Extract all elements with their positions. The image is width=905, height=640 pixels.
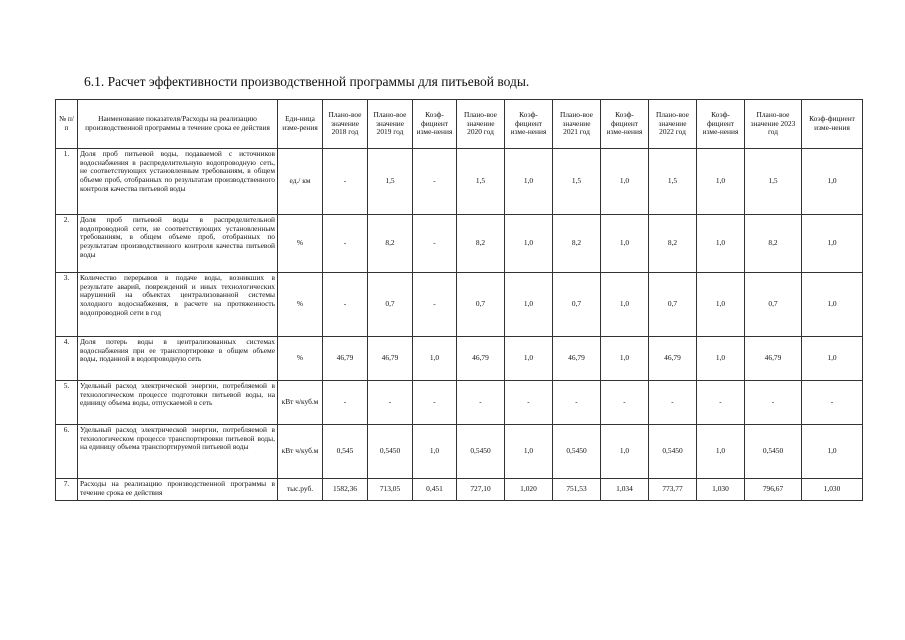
value-cell: 727,10 <box>457 479 505 501</box>
table-header-row <box>56 100 863 149</box>
header-cell: Плано-вое значение 2023 год <box>745 100 802 149</box>
value-cell: 1,0 <box>601 273 649 337</box>
indicator-name: Доля проб питьевой воды в распределительной водопроводной сети, не соответствующих установленным требованиям, в общем объеме проб, отобранных по результатам производственного контроля качества питьевой воды <box>78 215 278 273</box>
table-row <box>56 149 863 215</box>
value-cell: 1,0 <box>601 425 649 479</box>
value-cell: - <box>505 381 553 425</box>
value-cell: 1,020 <box>505 479 553 501</box>
value-cell: 0,7 <box>368 273 413 337</box>
value-cell: 0,5450 <box>368 425 413 479</box>
header-cell: Плано-вое значение 2020 год <box>457 100 505 149</box>
header-cell: Коэф-фициент изме-нения <box>697 100 745 149</box>
value-cell: 1,0 <box>505 425 553 479</box>
value-cell: 46,79 <box>553 337 601 381</box>
value-cell: 0,5450 <box>649 425 697 479</box>
header-cell: Еди-ница изме-рения <box>278 100 323 149</box>
value-cell: - <box>323 215 368 273</box>
value-cell: 1,0 <box>505 337 553 381</box>
value-cell: - <box>457 381 505 425</box>
indicator-name: Удельный расход электрической энергии, потребляемой в технологическом процессе подготовки питьевой воды, на единицу объема воды, отпускаемой в сеть <box>78 381 278 425</box>
value-cell: 1,0 <box>413 425 457 479</box>
value-cell: - <box>323 273 368 337</box>
value-cell: 0,5450 <box>745 425 802 479</box>
value-cell: - <box>745 381 802 425</box>
row-number: 6. <box>56 425 78 479</box>
value-cell: - <box>413 381 457 425</box>
value-cell: 1,0 <box>802 337 863 381</box>
table-row <box>56 273 863 337</box>
value-cell: 46,79 <box>745 337 802 381</box>
value-cell: 1,030 <box>697 479 745 501</box>
value-cell: 1,5 <box>368 149 413 215</box>
indicator-name: Доля проб питьевой воды, подаваемой с источников водоснабжения в распределительную водопроводную сеть, не соответствующих установленным требованиям, в общем объеме проб, отобранных по результатам производственного контроля качества питьевой воды <box>78 149 278 215</box>
value-cell: 1,030 <box>802 479 863 501</box>
value-cell: 1,0 <box>802 425 863 479</box>
value-cell: 1,0 <box>802 215 863 273</box>
value-cell: 1,0 <box>697 149 745 215</box>
value-cell: 1,0 <box>505 149 553 215</box>
row-number: 7. <box>56 479 78 501</box>
value-cell: 1,0 <box>505 215 553 273</box>
value-cell: 1,0 <box>697 337 745 381</box>
value-cell: - <box>601 381 649 425</box>
row-number: 3. <box>56 273 78 337</box>
unit-cell: тыс.руб. <box>278 479 323 501</box>
value-cell: 1,0 <box>697 425 745 479</box>
value-cell: 46,79 <box>649 337 697 381</box>
value-cell: - <box>323 381 368 425</box>
document-title: 6.1. Расчет эффективности производственной программы для питьевой воды. <box>84 74 530 89</box>
value-cell: 1,5 <box>745 149 802 215</box>
value-cell: 46,79 <box>457 337 505 381</box>
value-cell: 8,2 <box>553 215 601 273</box>
value-cell: 1,034 <box>601 479 649 501</box>
header-cell: Плано-вое значение 2019 год <box>368 100 413 149</box>
row-number: 2. <box>56 215 78 273</box>
header-cell: Плано-вое значение 2018 год <box>323 100 368 149</box>
value-cell: 0,451 <box>413 479 457 501</box>
value-cell: 0,7 <box>745 273 802 337</box>
indicator-name: Удельный расход электрической энергии, потребляемой в технологическом процессе транспортировки питьевой воды, на единицу объема транспортируемой питьевой воды <box>78 425 278 479</box>
row-number: 1. <box>56 149 78 215</box>
value-cell: 8,2 <box>745 215 802 273</box>
value-cell: 1,0 <box>697 215 745 273</box>
header-cell: Плано-вое значение 2022 год <box>649 100 697 149</box>
header-cell: № п/п <box>56 100 78 149</box>
value-cell: 1582,36 <box>323 479 368 501</box>
value-cell: 46,79 <box>368 337 413 381</box>
value-cell: - <box>649 381 697 425</box>
unit-cell: кВт ч/куб.м <box>278 381 323 425</box>
value-cell: - <box>697 381 745 425</box>
value-cell: - <box>413 149 457 215</box>
value-cell: 0,7 <box>457 273 505 337</box>
header-cell: Плано-вое значение 2021 год <box>553 100 601 149</box>
value-cell: - <box>413 215 457 273</box>
value-cell: 0,545 <box>323 425 368 479</box>
value-cell: 1,0 <box>697 273 745 337</box>
efficiency-table <box>55 99 863 501</box>
value-cell: 1,5 <box>649 149 697 215</box>
value-cell: 8,2 <box>649 215 697 273</box>
value-cell: - <box>413 273 457 337</box>
table-row <box>56 337 863 381</box>
table-row <box>56 215 863 273</box>
value-cell: - <box>368 381 413 425</box>
unit-cell: ед./ км <box>278 149 323 215</box>
value-cell: - <box>802 381 863 425</box>
value-cell: 8,2 <box>457 215 505 273</box>
table-row <box>56 381 863 425</box>
unit-cell: % <box>278 337 323 381</box>
unit-cell: % <box>278 215 323 273</box>
value-cell: 773,77 <box>649 479 697 501</box>
value-cell: 1,0 <box>601 337 649 381</box>
value-cell: 8,2 <box>368 215 413 273</box>
value-cell: 796,67 <box>745 479 802 501</box>
value-cell: 1,0 <box>802 149 863 215</box>
unit-cell: кВт ч/куб.м <box>278 425 323 479</box>
header-cell: Наименование показателя/Расходы на реализацию производственной программы в течение срока ее действия <box>78 100 278 149</box>
value-cell: 1,0 <box>505 273 553 337</box>
row-number: 5. <box>56 381 78 425</box>
value-cell: 0,5450 <box>457 425 505 479</box>
indicator-name: Количество перерывов в подаче воды, возникших в результате аварий, повреждений и иных технологических нарушений на объектах централизованной системы холодного водоснабжения, в расчете на протяженность водопроводной сети в год <box>78 273 278 337</box>
value-cell: 1,5 <box>457 149 505 215</box>
table-row <box>56 425 863 479</box>
value-cell: 1,0 <box>413 337 457 381</box>
table-row <box>56 479 863 501</box>
value-cell: 751,53 <box>553 479 601 501</box>
row-number: 4. <box>56 337 78 381</box>
header-cell: Коэф-фициент изме-нения <box>505 100 553 149</box>
value-cell: 46,79 <box>323 337 368 381</box>
value-cell: - <box>553 381 601 425</box>
indicator-name: Доля потерь воды в централизованных системах водоснабжения при ее транспортировке в общем объеме воды, поданной в водопроводную сеть <box>78 337 278 381</box>
value-cell: 0,7 <box>649 273 697 337</box>
value-cell: 0,5450 <box>553 425 601 479</box>
value-cell: 1,0 <box>601 215 649 273</box>
header-cell: Коэф-фициент изме-нения <box>601 100 649 149</box>
indicator-name: Расходы на реализацию производственной программы в течение срока ее действия <box>78 479 278 501</box>
value-cell: - <box>323 149 368 215</box>
value-cell: 1,5 <box>553 149 601 215</box>
unit-cell: % <box>278 273 323 337</box>
header-cell: Коэф-фициент изме-нения <box>802 100 863 149</box>
value-cell: 713,05 <box>368 479 413 501</box>
value-cell: 1,0 <box>802 273 863 337</box>
value-cell: 0,7 <box>553 273 601 337</box>
header-cell: Коэф-фициент изме-нения <box>413 100 457 149</box>
value-cell: 1,0 <box>601 149 649 215</box>
